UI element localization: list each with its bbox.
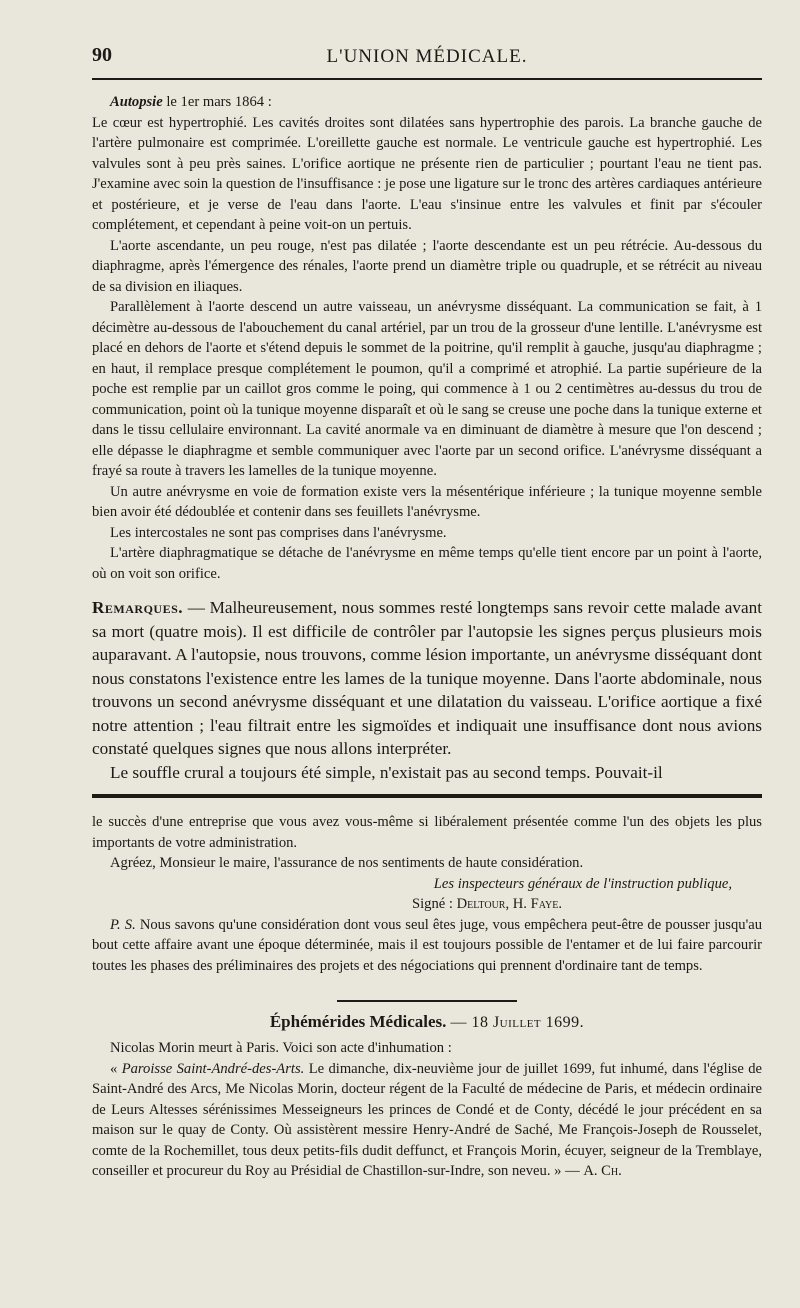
- page-number: 90: [92, 44, 112, 66]
- letter-section: [92, 812, 762, 976]
- letter-signers: Les inspecteurs généraux de l'instruction publique,: [433, 875, 732, 892]
- ephemerides-date: — 18 Juillet 1699.: [450, 1014, 585, 1031]
- ephemerides-rule: [337, 1000, 517, 1002]
- autopsy-section: [92, 92, 762, 584]
- remarks-section: [92, 596, 762, 784]
- letter-paragraph: le succès d'une entreprise que vous avez vous-même si libéralement présentée comme l'un des objets les plus importants de votre administration.: [92, 814, 762, 851]
- autopsy-paragraph: Le cœur est hypertrophié. Les cavités droites sont dilatées sans hypertrophie des parois. La branche gauche de l'artère pulmonaire est comprimée. L'oreillette gauche est normale. Le ventricule gauche est hypertrophié. Les valvules sont à peu près saines. L'orifice aortique ne présente rien de particulier ; pourtant l'eau ne tient pas. J'examine avec soin la question de l'insuffisance : je pose une ligature sur le tronc des artères cardiaques antérieure et postérieure, et je verse de l'eau dans l'aorte. L'eau s'insinue entre les valvules et finit par s'écouler complétement, et cependant à peine voit-on un pertuis.: [92, 114, 762, 233]
- record-text: Le dimanche, dix-neuvième jour de juillet 1699, fut inhumé, dans l'église de Saint-André des Arcs, Me Nicolas Morin, docteur régent de la Faculté de médecine de Paris, et médecin ordinaire de Leurs Altesses sérénissimes Messeigneurs les princes de Condé et de Conty, décédé le jour précédent en sa maison sur le quay de Conty. Où assistèrent messire Henry-André de Saché, Me François-Joseph de Rousselet, comte de la Rochemillet, tous deux petits-fils dudit deffunct, et François Morin, écuyer, seigneur de la Tremblaye, conseiller et procureur du Roy au Présidial de Chastillon-sur-Indre, son neveu. » —: [92, 1060, 762, 1179]
- ephemerides-section: [92, 1012, 762, 1182]
- autopsy-paragraph: Parallèlement à l'aorte descend un autre vaisseau, un anévrysme disséquant. La communication se fait, à 1 décimètre au-dessous de l'abouchement du canal artériel, par un trou de la grosseur d'une lentille. L'anévrysme est placé en dehors de l'aorte et s'étend depuis le sommet de la poitrine, qu'il remplit à gauche, jusqu'au diaphragme ; en haut, il remplace presque complétement le poumon, qu'il a comprimé et atrophié. La partie supérieure de la poche est remplie par un caillot gros comme le poing, qui commence à 1 ou 2 centimètres au-dessus du trou de communication, point où la tunique moyenne disparaît et où le sang se creuse une poche dans la tunique externe et dans le tissu cellulaire environnant. La cavité anormale va en diminuant de diamètre à mesure que l'on descend ; elle dépasse le diaphragme et semble communiquer avec l'aorte par un second orifice. L'anévrysme disséquant a frayé sa route à travers les lamelles de la tunique moyenne.: [92, 299, 762, 479]
- autopsy-heading: [92, 92, 762, 113]
- autopsy-paragraph: L'aorte ascendante, un peu rouge, n'est pas dilatée ; l'aorte descendante est un peu rétrécie. Au-dessous du diaphragme, après l'émergence des rénales, l'aorte prend un diamètre triple ou quadruple, et se rétrécit au niveau de sa division en iliaques.: [92, 237, 762, 295]
- parish-name: Paroisse Saint-André-des-Arts.: [121, 1060, 305, 1077]
- quote-open: «: [110, 1060, 118, 1077]
- autopsy-paragraph: L'artère diaphragmatique se détache de l'anévrysme en même temps qu'elle tient encore par un point à l'aorte, où on voit son orifice.: [92, 545, 762, 582]
- signed-names: Deltour, H. Faye.: [456, 896, 563, 912]
- letter-paragraph: Agréez, Monsieur le maire, l'assurance de nos sentiments de haute considération.: [110, 855, 584, 871]
- header-rule: [92, 78, 762, 80]
- running-head: [92, 40, 762, 74]
- remarks-label: Remarques.: [92, 598, 184, 617]
- ps-label: P. S.: [110, 916, 136, 933]
- letter-postscript: [92, 915, 762, 977]
- ephemerides-title: Éphémérides Médicales.: [269, 1012, 447, 1031]
- autopsy-paragraph: Les intercostales ne sont pas comprises dans l'anévrysme.: [110, 524, 447, 541]
- record-author: A. Ch.: [583, 1163, 622, 1179]
- autopsy-label: Autopsie: [110, 94, 163, 110]
- remarks-text: — Malheureusement, nous sommes resté longtemps sans revoir cette malade avant sa mort (quatre mois). Il est difficile de contrôler par l'autopsie les signes perçus plusieurs mois auparavant. A l'autopsie, nous trouvons, comme lésion importante, un anévrysme disséquant dont nous constatons l'existence entre les lames de la tunique moyenne. Dans l'aorte abdominale, nous trouvons un second anévrysme disséquant et une dilatation du vaisseau. L'orifice aortique a fixé notre attention ; l'eau filtrait entre les sigmoïdes et indiquait une insuffisance dont nous avions constaté quelques signes que nous allons interpréter.: [92, 598, 762, 758]
- ephemerides-intro: Nicolas Morin meurt à Paris. Voici son acte d'inhumation :: [110, 1040, 452, 1056]
- remarks-paragraph: Le souffle crural a toujours été simple, n'existait pas au second temps. Pouvait-il: [110, 762, 663, 782]
- ephemerides-heading: [92, 1012, 762, 1032]
- ps-text: Nous savons qu'une considération dont vous seul êtes juge, vous empêchera peut-être de pousser jusqu'au bout cette affaire avant une époque déterminée, mais il est toujours possible de l'entamer et de lui faire parcourir toutes les phases des préliminaires des projets et des négociations qui prennent d'ordinaire tant de temps.: [92, 916, 762, 974]
- autopsy-paragraph: Un autre anévrysme en voie de formation existe vers la mésentérique inférieure ; la tunique moyenne semble bien avoir été dédoublée et contenir dans ses feuillets l'anévrysme.: [92, 483, 762, 520]
- signed-label: Signé :: [411, 896, 453, 912]
- journal-title: L'UNION MÉDICALE.: [326, 46, 528, 67]
- ephemerides-record: [92, 1059, 762, 1182]
- letter-signature: [92, 894, 762, 915]
- remarks-paragraph: [92, 596, 762, 761]
- autopsy-date: le 1er mars 1864 :: [166, 94, 272, 110]
- section-divider: [92, 794, 762, 798]
